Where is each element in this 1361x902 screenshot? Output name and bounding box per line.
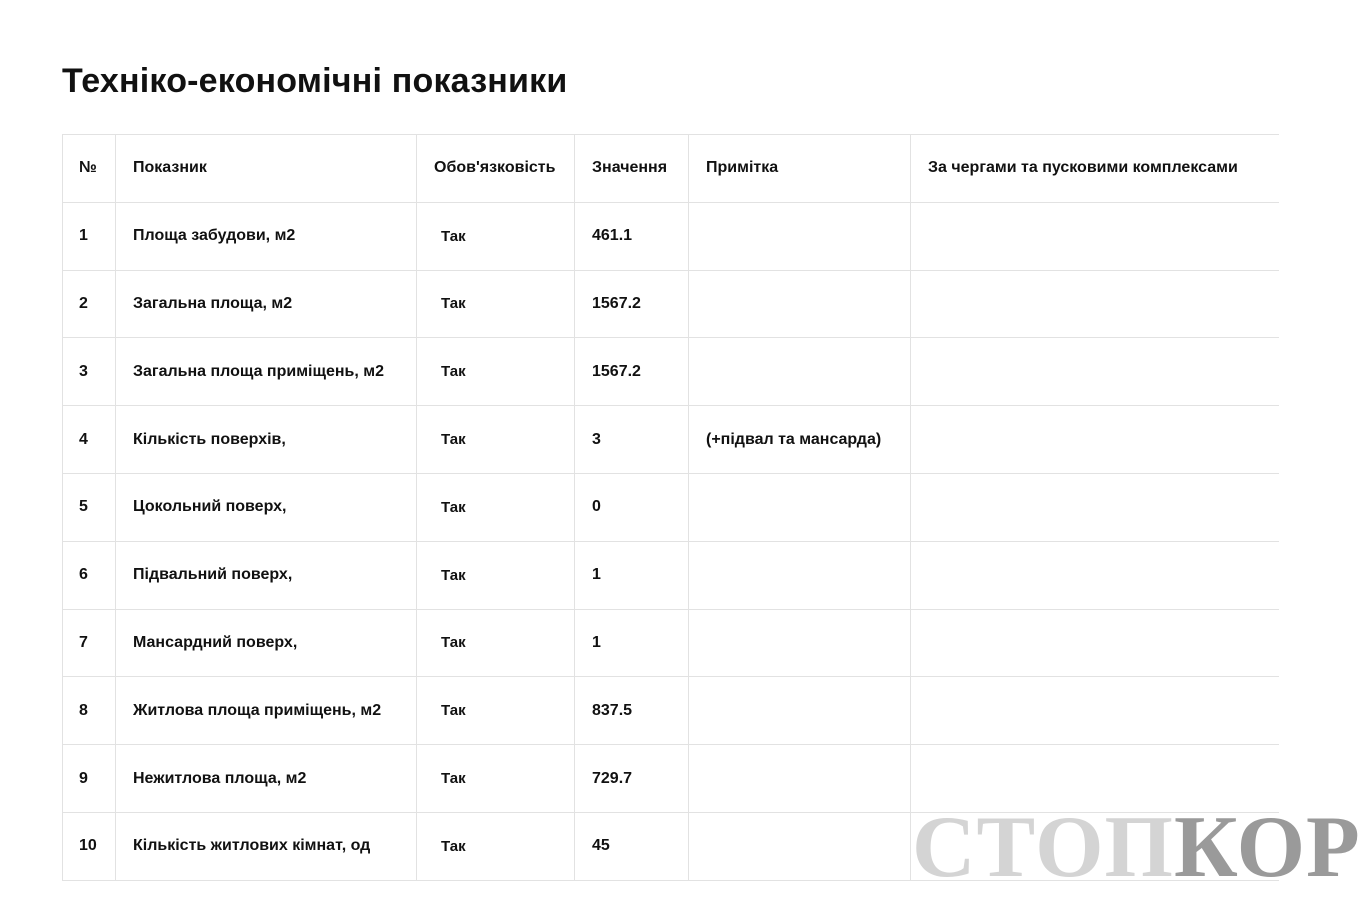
row-note xyxy=(689,202,911,270)
row-indicator: Площа забудови, м2 xyxy=(116,202,417,270)
row-note xyxy=(689,270,911,338)
row-note: (+підвал та мансарда) xyxy=(689,406,911,474)
row-num: 7 xyxy=(63,609,116,677)
watermark-part-light: СТОП xyxy=(912,799,1174,896)
row-num: 4 xyxy=(63,406,116,474)
row-mandatory: Так xyxy=(417,812,575,880)
row-indicator: Загальна площа, м2 xyxy=(116,270,417,338)
row-note xyxy=(689,609,911,677)
row-indicator: Житлова площа приміщень, м2 xyxy=(116,677,417,745)
row-note xyxy=(689,677,911,745)
row-indicator: Загальна площа приміщень, м2 xyxy=(116,338,417,406)
row-queues xyxy=(911,473,1279,541)
row-indicator: Цокольний поверх, xyxy=(116,473,417,541)
header-note: Примітка xyxy=(689,135,911,203)
row-mandatory: Так xyxy=(417,609,575,677)
row-num: 3 xyxy=(63,338,116,406)
row-value: 1567.2 xyxy=(575,338,689,406)
row-mandatory: Так xyxy=(417,338,575,406)
row-value: 45 xyxy=(575,812,689,880)
row-indicator: Підвальний поверх, xyxy=(116,541,417,609)
row-queues xyxy=(911,609,1279,677)
row-note xyxy=(689,541,911,609)
table-row xyxy=(63,270,1279,338)
row-num: 10 xyxy=(63,812,116,880)
indicators-table-container xyxy=(62,134,1278,882)
row-mandatory: Так xyxy=(417,541,575,609)
row-mandatory: Так xyxy=(417,270,575,338)
table-row xyxy=(63,473,1279,541)
row-value: 3 xyxy=(575,406,689,474)
row-num: 9 xyxy=(63,745,116,813)
row-value: 837.5 xyxy=(575,677,689,745)
row-value: 0 xyxy=(575,473,689,541)
row-num: 8 xyxy=(63,677,116,745)
row-value: 461.1 xyxy=(575,202,689,270)
header-indicator: Показник xyxy=(116,135,417,203)
row-queues xyxy=(911,270,1279,338)
row-queues xyxy=(911,202,1279,270)
row-indicator: Нежитлова площа, м2 xyxy=(116,745,417,813)
row-num: 6 xyxy=(63,541,116,609)
table-row xyxy=(63,406,1279,474)
page-title: Техніко-економічні показники xyxy=(62,62,568,100)
row-num: 1 xyxy=(63,202,116,270)
table-header-row xyxy=(63,135,1279,203)
table-row xyxy=(63,541,1279,609)
header-num: № xyxy=(63,135,116,203)
row-mandatory: Так xyxy=(417,202,575,270)
row-queues xyxy=(911,338,1279,406)
row-value: 729.7 xyxy=(575,745,689,813)
row-note xyxy=(689,473,911,541)
row-num: 5 xyxy=(63,473,116,541)
row-num: 2 xyxy=(63,270,116,338)
header-value: Значення xyxy=(575,135,689,203)
watermark-part-dark: КОР xyxy=(1173,799,1361,896)
header-mandatory: Обов'язковість xyxy=(417,135,575,203)
row-mandatory: Так xyxy=(417,745,575,813)
row-indicator: Кількість житлових кімнат, од xyxy=(116,812,417,880)
watermark-logo xyxy=(912,799,1361,896)
row-note xyxy=(689,338,911,406)
indicators-table xyxy=(62,134,1279,881)
row-queues xyxy=(911,541,1279,609)
table-row xyxy=(63,338,1279,406)
row-note xyxy=(689,745,911,813)
row-value: 1 xyxy=(575,609,689,677)
table-row xyxy=(63,609,1279,677)
row-indicator: Мансардний поверх, xyxy=(116,609,417,677)
row-mandatory: Так xyxy=(417,473,575,541)
row-value: 1567.2 xyxy=(575,270,689,338)
row-queues xyxy=(911,406,1279,474)
table-row xyxy=(63,677,1279,745)
row-indicator: Кількість поверхів, xyxy=(116,406,417,474)
header-queues: За чергами та пусковими комплексами xyxy=(911,135,1279,203)
row-note xyxy=(689,812,911,880)
row-queues xyxy=(911,677,1279,745)
row-mandatory: Так xyxy=(417,677,575,745)
table-row xyxy=(63,202,1279,270)
row-mandatory: Так xyxy=(417,406,575,474)
row-value: 1 xyxy=(575,541,689,609)
